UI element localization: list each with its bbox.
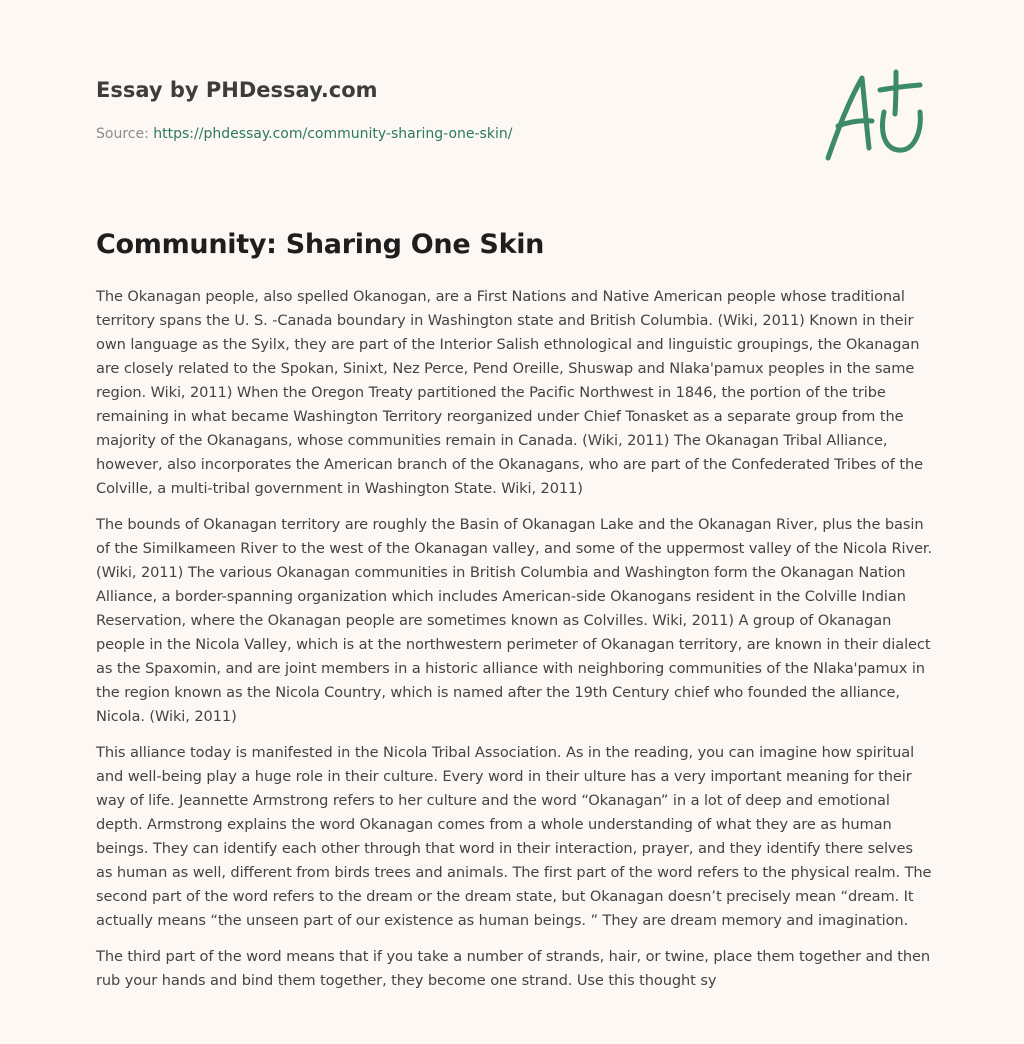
paragraph: The Okanagan people, also spelled Okanogan, are a First Nations and Native American people whose traditional territory spans the U. S. -Canada boundary in Washington state and British Columbia. (Wiki, 2011) Known in their own language as the Syilx, they are part of the Interior Salish ethnological and linguistic groupings, the Okanagan are closely related to the Spokan, Sinixt, Nez Perce, Pend Oreille, Shuswap and Nlaka'pamux peoples in the same region. Wiki, 2011) When the Oregon Treaty partitioned the Pacific Northwest in 1846, the portion of the tribe remaining in what became Washington Territory reorganized under Chief Tonasket as a separate group from the majority of the Okanagans, whose communities remain in Canada. (Wiki, 2011) The Okanagan Tribal Alliance, however, also incorporates the American branch of the Okanagans, who are part of the Confederated Tribes of the Colville, a multi-tribal government in Washington State. Wiki, 2011) [96, 288, 923, 497]
brand-title: Essay by PHDessay.com [96, 78, 378, 102]
a-plus-logo-icon [822, 66, 928, 166]
paragraph: The third part of the word means that if you take a number of strands, hair, or twine, place them together and then rub your hands and bind them together, they become one strand. Use this thought sy [96, 948, 931, 989]
source-line [96, 124, 512, 144]
paragraph: This alliance today is manifested in the Nicola Tribal Association. As in the reading, you can imagine how spiritual and well-being play a huge role in their culture. Every word in their ulture has a very important meaning for their way of life. Jeannette Armstrong refers to her culture and the word “Okanagan” in a lot of deep and emotional depth. Armstrong explains the word Okanagan comes from a whole understanding of what they are as human beings. They can identify each other through that word in their interaction, prayer, and they identify there selves as human as well, different from birds trees and animals. The first part of the word refers to the physical realm. The second part of the word refers to the dream or the dream state, but Okanagan doesn’t precisely mean “dream. It actually means “the unseen part of our existence as human beings. ” They are dream memory and imagination. [96, 744, 932, 929]
source-link[interactable]: https://phdessay.com/community-sharing-one-skin/ [153, 126, 513, 142]
essay-header [96, 76, 928, 142]
source-label: Source: [96, 126, 149, 142]
paragraph: The bounds of Okanagan territory are roughly the Basin of Okanagan Lake and the Okanagan River, plus the basin of the Similkameen River to the west of the Okanagan valley, and some of the uppermost valley of the Nicola River. (Wiki, 2011) The various Okanagan communities in British Columbia and Washington form the Okanagan Nation Alliance, a border-spanning organization which includes American-side Okanogans resident in the Colville Indian Reservation, where the Okanagan people are sometimes known as Colvilles. Wiki, 2011) A group of Okanagan people in the Nicola Valley, which is at the northwestern perimeter of Okanagan territory, are known in their dialect as the Spaxomin, and are joint members in a historic alliance with neighboring communities of the Nlaka'pamux in the region known as the Nicola Country, which is named after the 19th Century chief who founded the alliance, Nicola. (Wiki, 2011) [96, 516, 932, 725]
article-title: Community: Sharing One Skin [96, 229, 545, 260]
article-body [96, 285, 932, 1005]
